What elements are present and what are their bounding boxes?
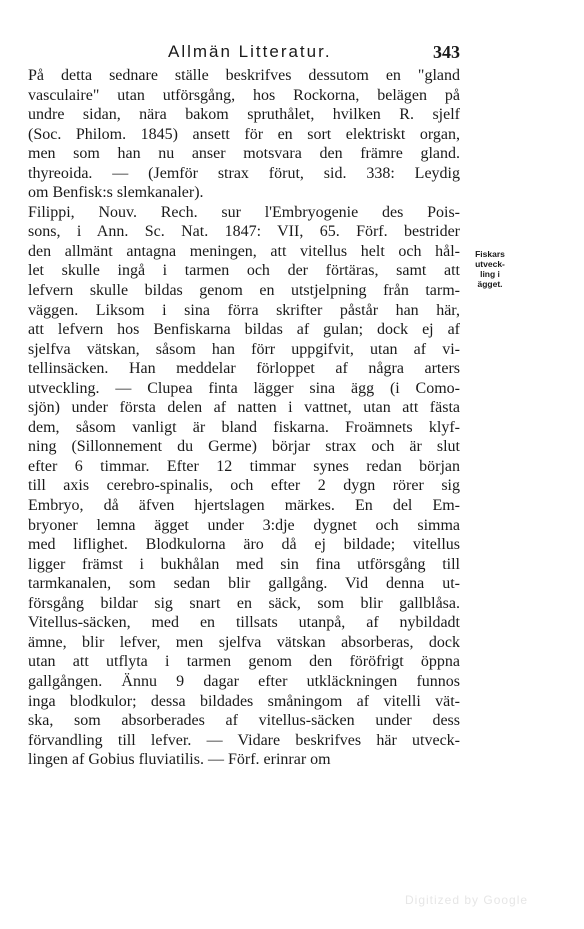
- page-number: 343: [433, 42, 460, 62]
- text-line: ämne, blir lefver, men sjelfva vätskan absorberas, dock: [28, 633, 460, 651]
- text-line: tarmkanalen, som sedan blir gallgång. Vid denna ut-: [28, 575, 460, 593]
- text-line: lingen af Gobius fluviatilis. — Förf. erinrar om: [28, 751, 331, 769]
- running-title: Allmän Litteratur.: [168, 42, 332, 61]
- text-line: ligger främst i bukhålan med sin fina utförsgång till: [28, 555, 460, 573]
- text-line: undre sidan, nära bakom spruthålet, hvilken R. sjelf: [28, 106, 460, 124]
- text-line: Filippi, Nouv. Rech. sur l'Embryogenie des Pois-: [28, 203, 460, 221]
- text-line: vasculaire" utan utförsgång, hos Rockorna, belägen på: [28, 86, 460, 104]
- text-line: om Benfisk:s slemkanaler).: [28, 184, 204, 202]
- text-line: förvandling till lefver. — Vidare beskrifves här utveck-: [28, 731, 460, 749]
- text-line: att lefvern hos Benfiskarna bildas af gulan; dock ej af: [28, 321, 460, 339]
- margin-note-line: Fiskars: [475, 249, 505, 259]
- text-line: På detta sednare ställe beskrifves dessutom en "gland: [28, 67, 460, 84]
- margin-note-line: utveck-: [475, 259, 505, 269]
- text-line: efter 6 timmar. Efter 12 timmar synes redan början: [28, 457, 460, 475]
- text-line: utan att utflyta i tarmen genom den föröfrigt öppna: [28, 653, 460, 671]
- text-line: inga blodkulor; dessa bildades småningom af vitelli vät-: [28, 692, 460, 710]
- page-header: [28, 42, 460, 66]
- text-line: dem, såsom vanligt är bland fiskarna. Froämnets klyf-: [28, 418, 460, 436]
- text-line: Embryo, då äfven hjertslagen märkes. En del Em-: [28, 497, 460, 515]
- text-line: med liflighet. Blodkulorna äro då ej bildade; vitellus: [28, 536, 460, 554]
- text-line: sjelfva vätskan, såsom han förr uppgifvit, utan af vi-: [28, 340, 460, 358]
- text-line: men som han nu anser motsvara den främre gland.: [28, 145, 460, 163]
- margin-note: [466, 249, 514, 289]
- text-line: (Soc. Philom. 1845) ansett för en sort elektriskt organ,: [28, 125, 460, 143]
- text-line: den allmänt antagna meningen, att vitellus helt och hål-: [28, 242, 460, 260]
- text-line: tellinsäcken. Han meddelar förloppet af några arters: [28, 360, 460, 378]
- text-line: utveckling. — Clupea finta lägger sina ägg (i Como-: [28, 379, 460, 397]
- digitization-watermark: Digitized by Google: [405, 893, 529, 907]
- margin-note-line: ling i: [480, 269, 500, 279]
- text-line: ska, som absorberades af vitellus-säcken under dess: [28, 712, 460, 730]
- body-text: [28, 66, 460, 770]
- text-line: väggen. Liksom i sina förra skrifter påstår han här,: [28, 301, 460, 319]
- text-line: sjön) under första delen af natten i vattnet, utan att fästa: [28, 399, 460, 417]
- text-line: let skulle ingå i tarmen och der förtäras, samt att: [28, 262, 460, 280]
- text-line: bryoner lemna ägget under 3:dje dygnet och simma: [28, 516, 460, 534]
- text-line: försgång bildar sig snart en säck, som blir gallblåsa.: [28, 594, 460, 612]
- text-line: sons, i Ann. Sc. Nat. 1847: VII, 65. Förf. bestrider: [28, 223, 460, 241]
- text-line: Vitellus-säcken, med en tillsats utanpå, af nybildadt: [28, 614, 460, 632]
- text-line: ning (Sillonnement du Germe) börjar strax och är slut: [28, 438, 460, 456]
- text-line: thyreoida. — (Jemför strax förut, sid. 338: Leydig: [28, 164, 460, 182]
- text-line: lefvern skulle bildas genom en utstjelpning från tarm-: [28, 282, 460, 300]
- text-line: gallgången. Ännu 9 dagar efter utkläckningen funnos: [28, 672, 460, 690]
- margin-note-line: ägget.: [477, 279, 503, 289]
- text-line: till axis cerebro-spinalis, och efter 2 dygn rörer sig: [28, 477, 460, 495]
